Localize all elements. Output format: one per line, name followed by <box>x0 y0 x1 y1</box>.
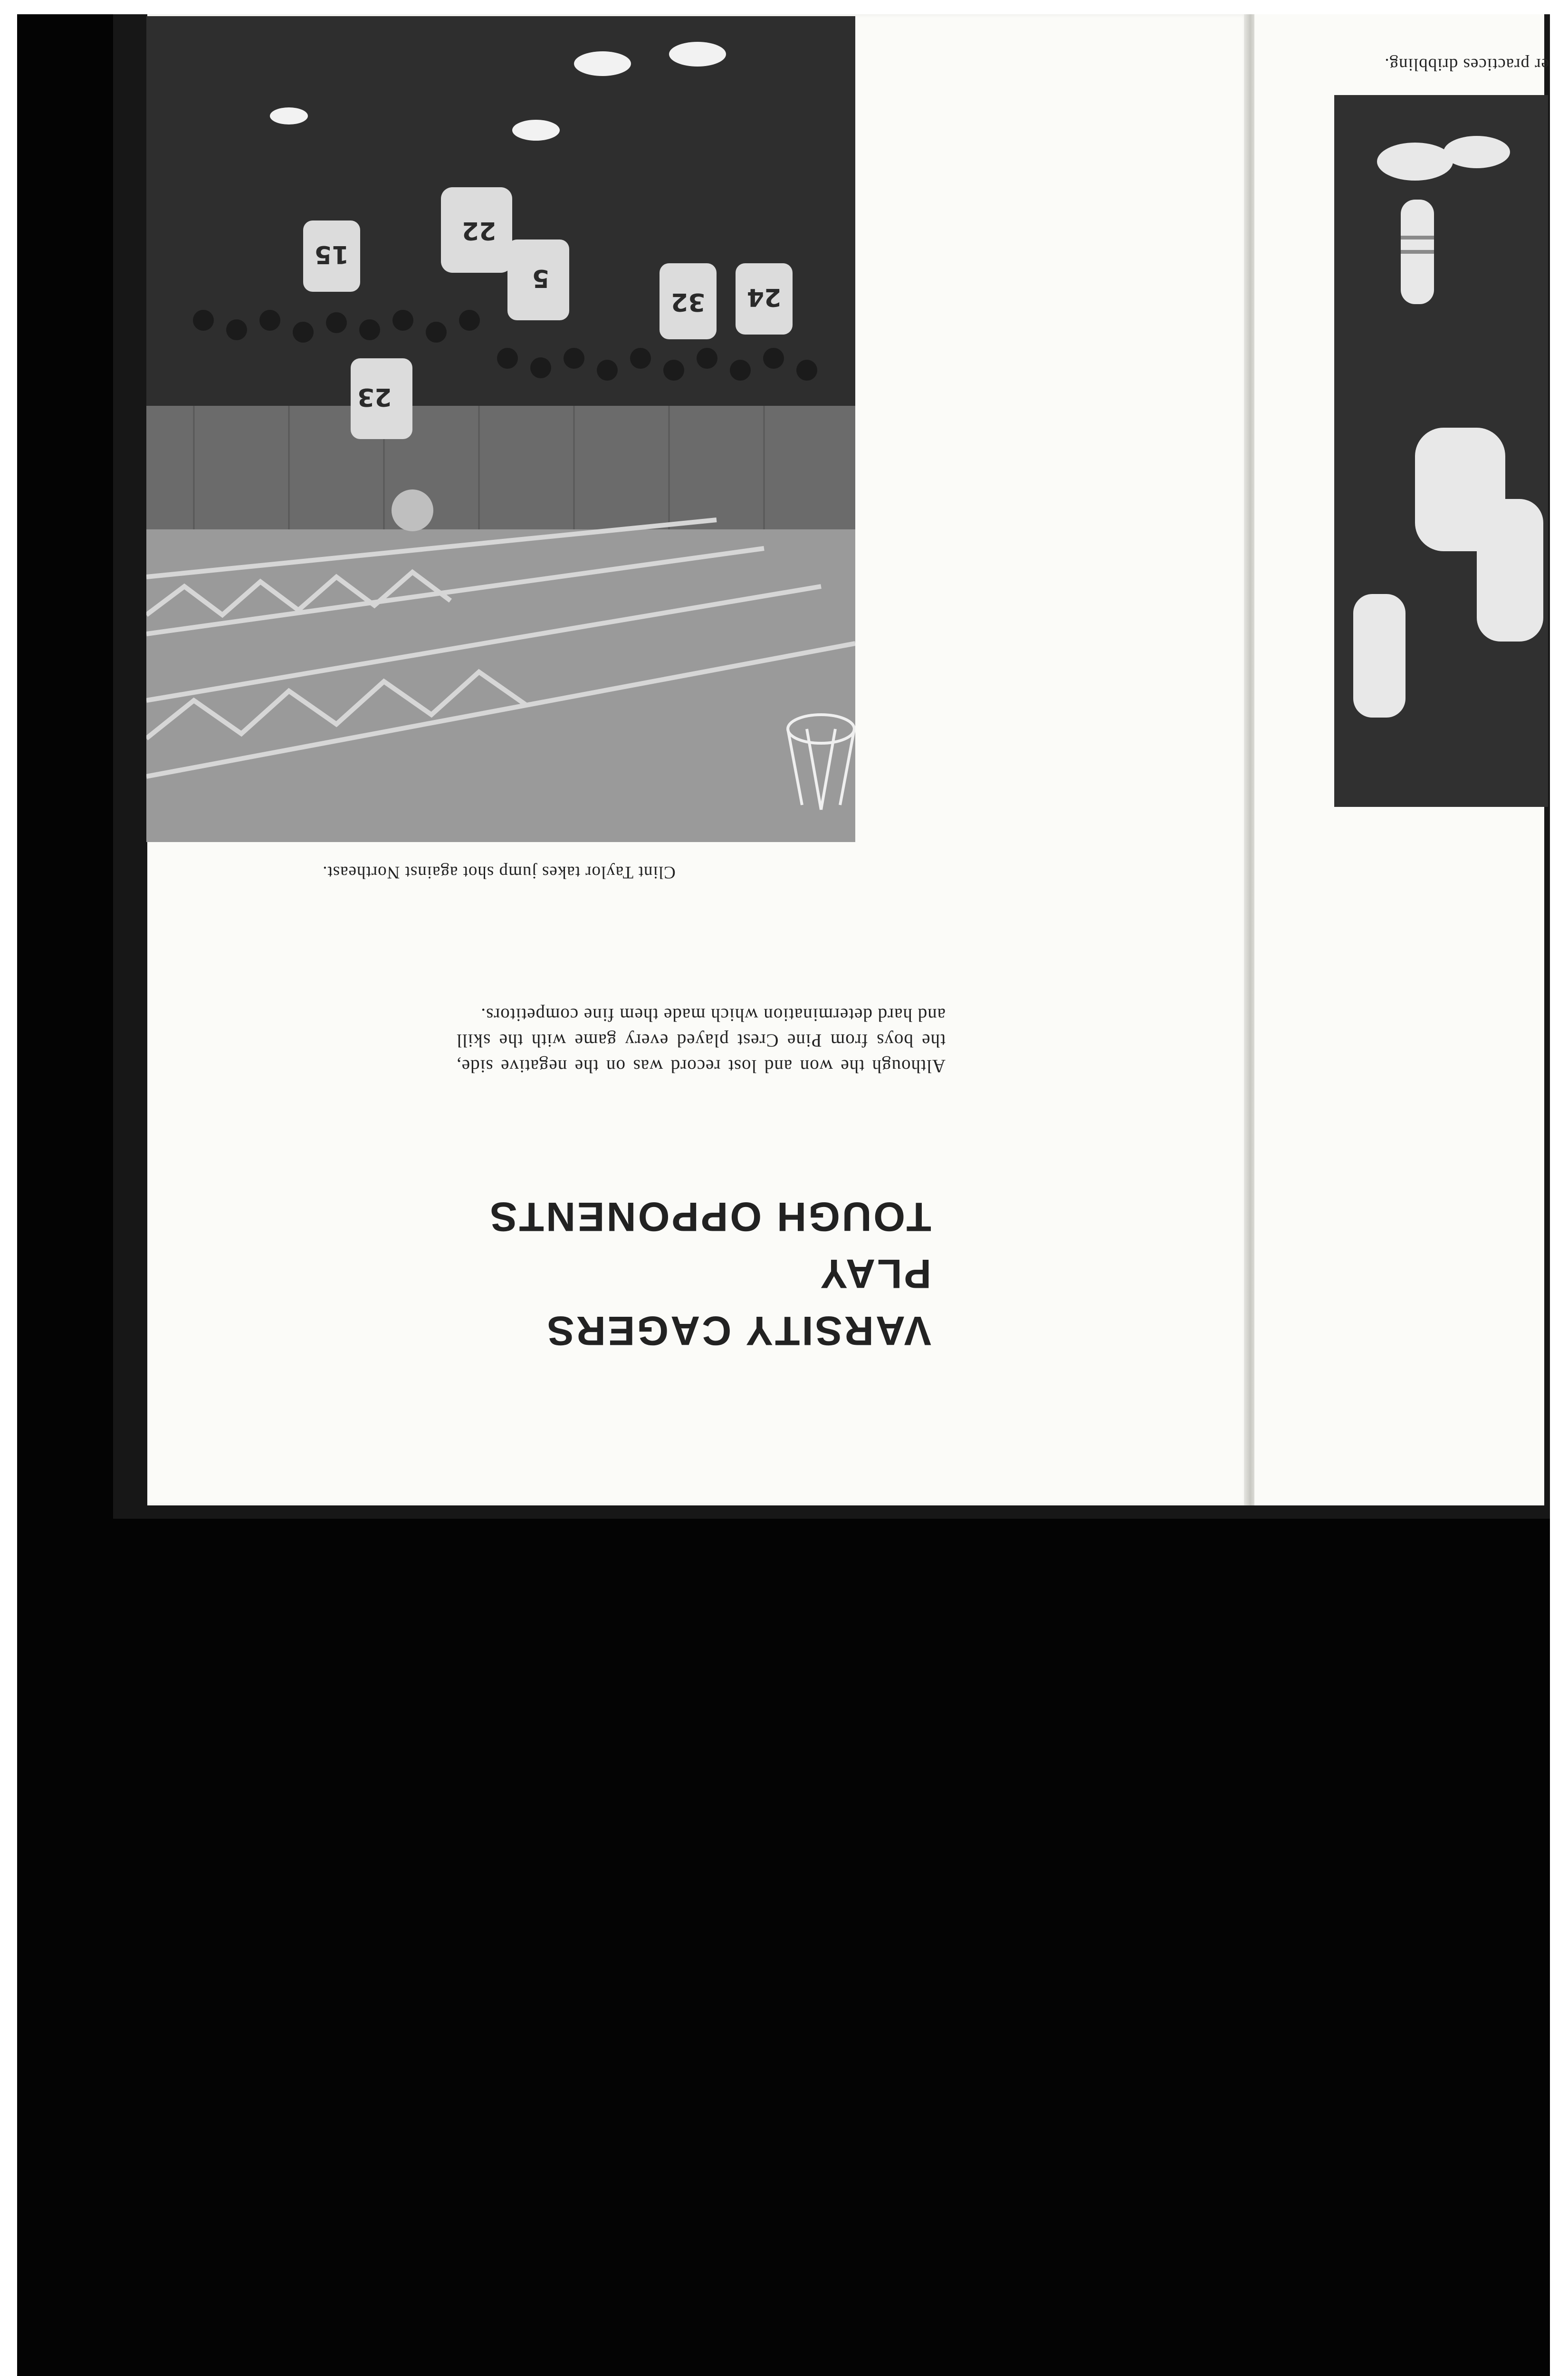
basketball <box>392 489 433 531</box>
headline-line-2: TOUGH OPPONENTS <box>488 1194 931 1239</box>
jersey-number: 22 <box>461 216 497 245</box>
jersey-number: 23 <box>357 383 392 411</box>
basketball-photo <box>146 16 855 842</box>
dribbling-photo <box>1334 95 1548 807</box>
right-photo-caption: er practices dribbling. <box>1384 55 1549 74</box>
basketball-photo-illustration <box>146 16 855 842</box>
photo-caption: Clint Taylor takes jump shot against Northeast. <box>322 862 676 882</box>
dribbling-photo-illustration <box>1334 95 1548 807</box>
headline-line-1: VARSITY CAGERS PLAY <box>545 1251 931 1353</box>
jersey-number: 24 <box>746 283 782 311</box>
jersey-number: 32 <box>670 287 706 316</box>
article-body: Although the won and lost record was on the negative side, the boys from Pine Crest played every game with the skill and hard determination which made them fine competitors. <box>456 1005 946 1076</box>
page-headline <box>466 1194 931 1359</box>
jersey-number: 15 <box>314 240 349 268</box>
jersey-number: 5 <box>532 264 550 292</box>
